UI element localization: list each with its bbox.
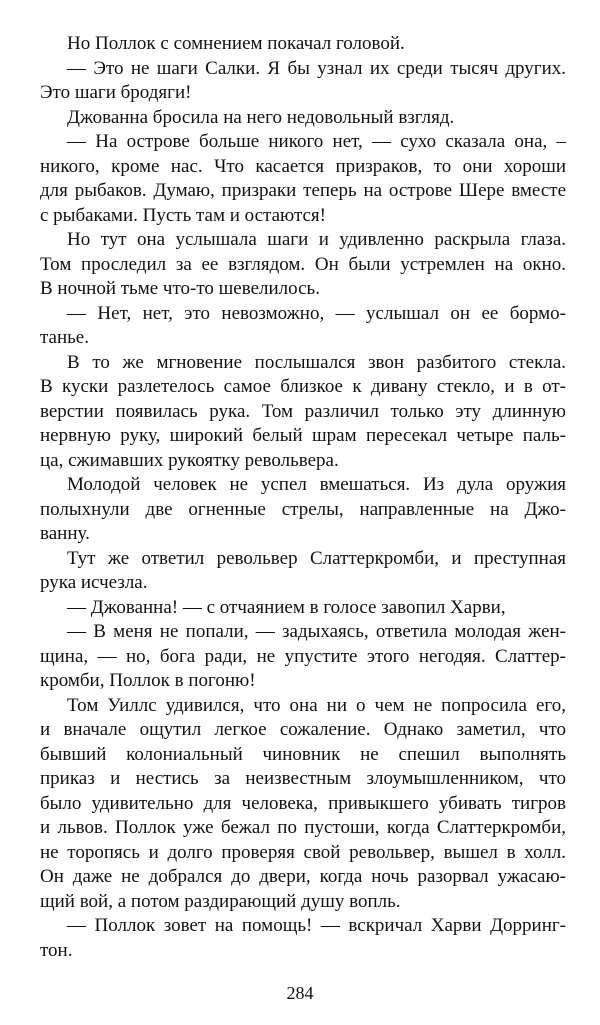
text-line: полыхнули две огненные стрелы, направленные на Джо-: [40, 498, 566, 520]
text-line: щина, — но, бога ради, не упустите этого негодяя. Слаттер-: [40, 645, 566, 667]
text-line: с рыбаками. Пусть там и остаются!: [40, 204, 327, 226]
text-line: — Это не шаги Салки. Я бы узнал их среди тысяч других.: [67, 57, 566, 79]
text-line: Это шаги бродяги!: [40, 82, 192, 103]
text-line: Молодой человек не успел вмешаться. Из дула оружия: [67, 474, 566, 495]
text-line: Джованна бросила на него недовольный взгляд.: [67, 106, 455, 128]
text-line: никого, кроме нас. Что касается призраков, то они хороши: [40, 155, 566, 177]
text-line: Но Поллок с сомнением покачал головой.: [67, 33, 405, 54]
text-line: рука исчезла.: [40, 572, 148, 593]
text-line: — В меня не попали, — задыхаясь, ответила молодая жен-: [67, 621, 566, 642]
text-line: не торопясь и долго проверяя свой револьвер, вышел в холл.: [40, 841, 566, 863]
text-line: В ночной тьме что-то шевелилось.: [40, 278, 320, 299]
text-line: и вначале ощутил легкое сожаление. Однако заметил, что: [40, 719, 566, 740]
text-line: — Нет, нет, это невозможно, — услышал он ее бормо-: [67, 302, 566, 324]
text-line: нервную руку, широкий белый шрам пересекал четыре паль-: [40, 425, 566, 446]
text-line: и львов. Поллок уже бежал по пустоши, когда Слаттеркромби,: [40, 817, 566, 838]
text-line: ванну.: [40, 523, 90, 544]
text-line: Но тут она услышала шаги и удивленно раскрыла глаза.: [67, 229, 566, 250]
text-line: Он даже не добрался до двери, когда ночь разорвал ужасаю-: [40, 866, 566, 887]
text-line: щий вой, а потом раздирающий душу вопль.: [40, 890, 401, 912]
text-line: кромби, Поллок в погоню!: [40, 670, 256, 691]
text-line: верстии появилась рука. Том различил только эту длинную: [40, 400, 566, 422]
text-line: Том проследил за ее взглядом. Он были устремлен на окно.: [40, 253, 566, 275]
text-line: — Поллок зовет на помощь! — вскричал Харви Дорринг-: [67, 915, 566, 936]
text-line: тон.: [40, 939, 73, 961]
text-line: — На острове больше никого нет, — сухо сказала она, –: [67, 131, 566, 152]
text-line: ца, сжимавших рукоятку револьвера.: [40, 449, 339, 471]
text-line: приказ и нестись за неизвестным злоумышленником, что: [40, 768, 566, 789]
page-body-text: [40, 32, 566, 963]
text-line: танье.: [40, 327, 89, 348]
text-line: Тут же ответил револьвер Слаттеркромби, и преступная: [67, 547, 566, 569]
text-line: бывший колониальный чиновник не спешил выполнять: [40, 743, 566, 765]
text-line: — Джованна! — с отчаянием в голосе завопил Харви,: [67, 596, 506, 618]
text-line: было удивительно для человека, привыкшего убивать тигров: [40, 792, 566, 814]
text-line: В то же мгновение послышался звон разбитого стекла.: [67, 351, 566, 373]
text-line: для рыбаков. Думаю, призраки теперь на острове Шере вместе: [40, 180, 566, 201]
text-line: В куски разлетелось самое близкое к дивану стекло, и в от-: [40, 376, 566, 397]
page-number: 284: [286, 983, 314, 1003]
text-line: Том Уиллс удивился, что она ни о чем не попросила его,: [67, 694, 566, 716]
